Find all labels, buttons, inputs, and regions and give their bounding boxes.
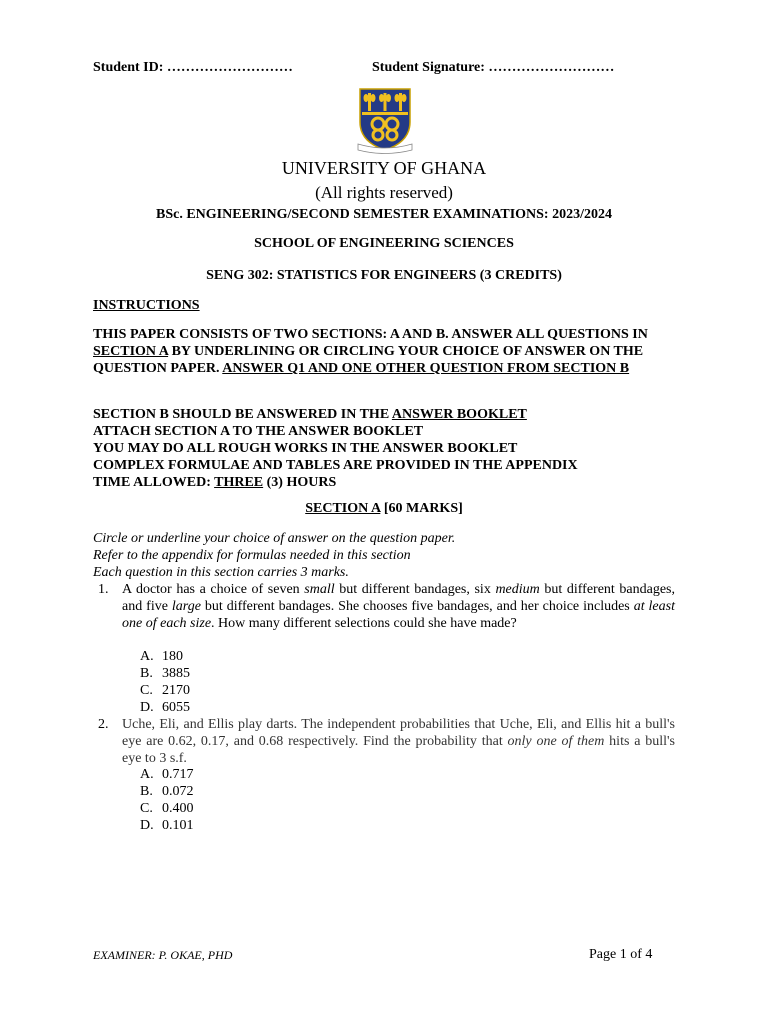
question-1 xyxy=(93,581,675,632)
section-a-note-2: Refer to the appendix for formulas needed in this section xyxy=(93,548,411,563)
section-a-note-1: Circle or underline your choice of answer on the question paper. xyxy=(93,531,456,546)
student-id-field[interactable]: Student ID: ……………………… xyxy=(93,60,293,75)
option-b[interactable]: B. 0.072 xyxy=(140,784,194,799)
instructions-paragraph: THIS PAPER CONSISTS OF TWO SECTIONS: A AND B. ANSWER ALL QUESTIONS IN SECTION A BY UNDERLINING OR CIRCLING YOUR CHOICE OF ANSWER ON THE QUESTION PAPER. ANSWER Q1 AND ONE OTHER QUESTION FROM SECTION B xyxy=(93,327,648,376)
section-a-title: SECTION A [60 MARKS] xyxy=(305,501,463,516)
question-2 xyxy=(93,716,675,767)
option-a[interactable]: A. 180 xyxy=(140,649,183,664)
rights-notice: (All rights reserved) xyxy=(315,183,453,202)
option-c[interactable]: C. 0.400 xyxy=(140,801,194,816)
examiner-name: EXAMINER: P. OKAE, PHD xyxy=(93,948,233,962)
option-b[interactable]: B. 3885 xyxy=(140,666,190,681)
instruction-appendix: COMPLEX FORMULAE AND TABLES ARE PROVIDED IN THE APPENDIX xyxy=(93,458,578,473)
section-a-note-3: Each question in this section carries 3 marks. xyxy=(93,565,349,580)
question-text: A doctor has a choice of seven small but different bandages, six medium but different bandages, and five large but different bandages. She chooses five bandages, and her choice includes at least one of each size. How many different selections could she have made? xyxy=(122,582,676,631)
question-text: Uche, Eli, and Ellis play darts. The independent probabilities that Uche, Eli, and Ellis hit a bull's eye are 0.62, 0.17, and 0.68 respectively. Find the probability that only one of them hits a bull's eye to 3 s.f. xyxy=(122,717,675,766)
question-1-options xyxy=(140,648,190,716)
page-number: Page 1 of 4 xyxy=(589,947,653,962)
university-name: UNIVERSITY OF GHANA xyxy=(281,158,487,178)
instructions-list xyxy=(93,406,683,491)
question-number: 1. xyxy=(98,582,109,597)
option-c[interactable]: C. 2170 xyxy=(140,683,190,698)
option-a[interactable]: A. 0.717 xyxy=(140,767,194,782)
school-name: SCHOOL OF ENGINEERING SCIENCES xyxy=(254,236,514,251)
instruction-time: TIME ALLOWED: THREE (3) HOURS xyxy=(93,475,337,490)
exam-title: BSc. ENGINEERING/SECOND SEMESTER EXAMINATIONS: 2023/2024 xyxy=(156,207,612,222)
university-crest-logo xyxy=(354,86,416,154)
course-title: SENG 302: STATISTICS FOR ENGINEERS (3 CREDITS) xyxy=(206,268,562,283)
instruction-attach: ATTACH SECTION A TO THE ANSWER BOOKLET xyxy=(93,424,424,439)
instruction-answer-booklet: SECTION B SHOULD BE ANSWERED IN THE ANSWER BOOKLET xyxy=(93,407,527,422)
option-d[interactable]: D. 6055 xyxy=(140,700,190,715)
instructions-heading: INSTRUCTIONS xyxy=(93,298,200,313)
student-signature-field[interactable]: Student Signature: ……………………… xyxy=(372,60,615,75)
question-2-options xyxy=(140,766,194,834)
instruction-rough-work: YOU MAY DO ALL ROUGH WORKS IN THE ANSWER BOOKLET xyxy=(93,441,518,456)
question-number: 2. xyxy=(98,717,109,732)
option-d[interactable]: D. 0.101 xyxy=(140,818,194,833)
